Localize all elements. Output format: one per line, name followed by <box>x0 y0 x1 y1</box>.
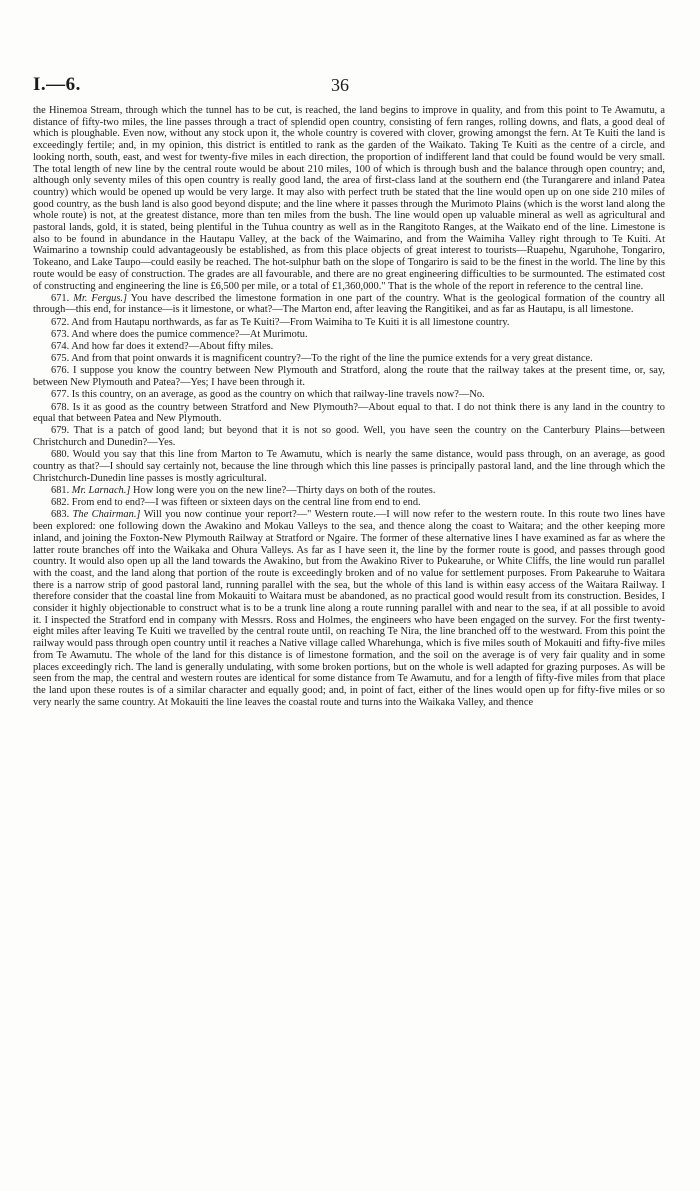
question-677 <box>33 389 665 401</box>
question-text: And from Hautapu northwards, as far as Te Kuiti?—From Waimiha to Te Kuiti it is all limestone country. <box>71 316 510 328</box>
question-text: And where does the pumice commence?—At Murimotu. <box>71 328 308 340</box>
speaker-name: The Chairman.] <box>72 509 141 521</box>
question-text: You have described the limestone formation in one part of the country. What is the geological formation of the country all through—this end, for instance—is it limestone, or what?—The Marton end, after leaving the Rangitikei, and as far as Hautapu, is all limestone. <box>33 292 665 316</box>
question-text: How long were you on the new line?—Thirty days on both of the routes. <box>133 485 436 496</box>
question-676 <box>33 365 665 388</box>
paragraph-text: the Hinemoa Stream, through which the tunnel has to be cut, is reached, the land begins to improve in quality, and from this point to Te Awamutu, a distance of fifty-two miles, the line passes through a tract of splendid open country, consisting of fern ranges, rolling downs, and flats, a good deal of which is ploughable. Even now, without any stock upon it, the whole country is covered with clover, growing amongst the fern. At Te Kuiti the land is exceedingly fertile; and, in my opinion, this district is entitled to rank as the garden of the Waikato. Taking Te Kuiti as the centre of a circle, and looking north, south, east, and west for twenty-five miles in each direction, the proportion of indifferent land that could be found would be very small. The total length of new line by the central route would be about 210 miles, 100 of which is through bush and the balance through open country; and, although only seventy miles of this open country is really good land, the area of first-class land at the southern end (the Turangarere and inland Patea country) which would be opened up would be very large. It may also with perfect truth be stated that the line would open up on one side 210 miles of good country, as the bush land is also good beyond dispute; and the line where it passes through the Murimoto Plains (which is the worst land along the whole route) is not, at the greatest distance, more than ten miles from the bush. The line would open up valuable mineral as well as agricultural and pastoral lands, gold, it is stated, being plentiful in the Tuhua country as well as in the Rangitoto Ranges, at the Waikato end of the line. Limestone is also to be found in abundance in the Hautapu Valley, at the back of the Waimarino, and from the Waimiha Valley right through to Te Kuiti. At Waimarino a township could advantageously be established, as from this place objects of great interest to tourists—Ruapehu, Ngaruhohe, Tongariro, Tokeano, and Lake Taupo—could easily be reached. The hot-sulphur bath on the slope of Tongariro is said to be the finest in the world. The line by this route would be easy of construction. The grades are all favourable, and there are no great engineering difficulties to be surmounted. The estimated cost of constructing and engineering the line is £6,500 per mile, or a total of £1,360,000." That is the whole of the report in reference to the central line. <box>33 105 665 292</box>
question-number: 677. <box>51 389 70 401</box>
speaker-name: Mr. Larnach.] <box>71 485 131 496</box>
question-text: And how far does it extend?—About fifty miles. <box>71 341 274 353</box>
question-number: 683. <box>51 509 70 521</box>
page-body <box>33 105 665 1180</box>
question-text: I suppose you know the country between New Plymouth and Stratford, along the route that the railway takes at the present time, or, say, between New Plymouth and Patea?—Yes; I have been through it. <box>33 365 665 389</box>
question-number: 676. <box>51 365 70 377</box>
question-text: And from that point onwards it is magnificent country?—To the right of the line the pumice extends for a very great distance. <box>71 353 593 365</box>
question-number: 672. <box>51 316 70 328</box>
question-number: 671. <box>51 292 70 304</box>
question-671 <box>33 293 665 316</box>
question-672 <box>33 317 665 329</box>
question-number: 679. <box>51 425 70 437</box>
page-header <box>33 74 653 98</box>
question-678 <box>33 402 665 425</box>
question-number: 678. <box>51 401 70 413</box>
question-675 <box>33 353 665 365</box>
question-text: That is a patch of good land; but beyond that it is not so good. Well, you have seen the country on the Canterbury Plains—between Christchurch and Dunedin?—Yes. <box>33 425 665 449</box>
question-679 <box>33 425 665 448</box>
speaker-name: Mr. Fergus.] <box>73 292 128 304</box>
question-text: Is it as good as the country between Stratford and New Plymouth?—About equal to that. I do not think there is any land in the country to equal that between Patea and New Plymouth. <box>33 401 665 425</box>
question-682 <box>33 497 665 509</box>
question-number: 674. <box>51 341 70 353</box>
document-reference: I.—6. <box>33 74 81 95</box>
question-number: 680. <box>51 449 70 461</box>
question-number: 673. <box>51 328 70 340</box>
question-text: Will you now continue your report?—" Western route.—I will now refer to the western route. In this route two lines have been explored: one following down the Awakino and Mokau Valleys to the sea, and thence along the coast to Waitara; and the other keeping more inland, and joining the Foxton-New Plymouth Railway at Stratford or Ngaire. The former of these alternative lines I have examined as far as where the latter route branches off into the Waikaka and Ohura Valleys. As far as I have seen it, the line by the former route is good, and passes through good country. It would also open up all the land towards the Awakino, but from the Awakino River to Pukearuhe, or White Cliffs, the line would run parallel with the coast, and the land along that portion of the route is exceedingly broken and of no value for settlement purposes. From Pakearuhe to Waitara there is a narrow strip of good pastoral land, running parallel with the sea, but the whole of this land is within easy access of the Waitara Railway. I therefore consider that the coastal line from Mokauiti to Waitara must be abandoned, as no practical good would result from its construction. Besides, I consider it highly objectionable to construct what is to be a trunk line along a route running parallel with and near to the sea, if at all possible to avoid it. I inspected the Stratford end in company with Messrs. Ross and Holmes, the engineers who have been engaged on the survey. For the first twenty-eight miles after leaving Te Kuiti we travelled by the central route until, on reaching Te Nira, the line branched off to the westward. From this point the railway would pass through open country until it reaches a Native village called Wharehunga, which is five miles south of Mokauiti and fifty-five miles from Te Awamutu. The whole of the land for this distance is of limestone formation, and the soil on the average is of very fair quality and in some places exceedingly rich. The land is generally undulating, with some broken portions, but on the whole is well adapted for grazing purposes. As will be seen from the map, the central and western routes are identical for some distance from Te Awamutu, and for a length of fifty-five miles from that place the land upon these routes is of a similar character and equally good; and, in point of fact, either of the lines would open up for fifty-five miles or so very nearly the same country. At Mokauiti the line leaves the coastal route and turns into the Waikaka Valley, and thence <box>33 509 665 708</box>
question-683 <box>33 509 665 708</box>
question-number: 675. <box>51 353 70 365</box>
paragraph-continuation <box>33 105 665 292</box>
question-number: 682. <box>51 497 70 509</box>
question-673 <box>33 329 665 341</box>
page-number: 36 <box>331 75 349 95</box>
question-text: From end to end?—I was fifteen or sixteen days on the central line from end to end. <box>71 497 421 509</box>
question-text: Would you say that this line from Marton to Te Awamutu, which is nearly the same distance, would pass through, on an average, as good country as that?—I should say certainly not, because the line through which this line passes is principally pastoral land, and the line through which the Christchurch-Dunedin line passes is mostly agricultural. <box>33 449 665 484</box>
question-674 <box>33 341 665 353</box>
question-680 <box>33 449 665 484</box>
question-number: 681. <box>51 485 70 496</box>
question-text: Is this country, on an average, as good as the country on which that railway-line travels now?—No. <box>71 389 485 401</box>
question-681 <box>33 485 665 497</box>
